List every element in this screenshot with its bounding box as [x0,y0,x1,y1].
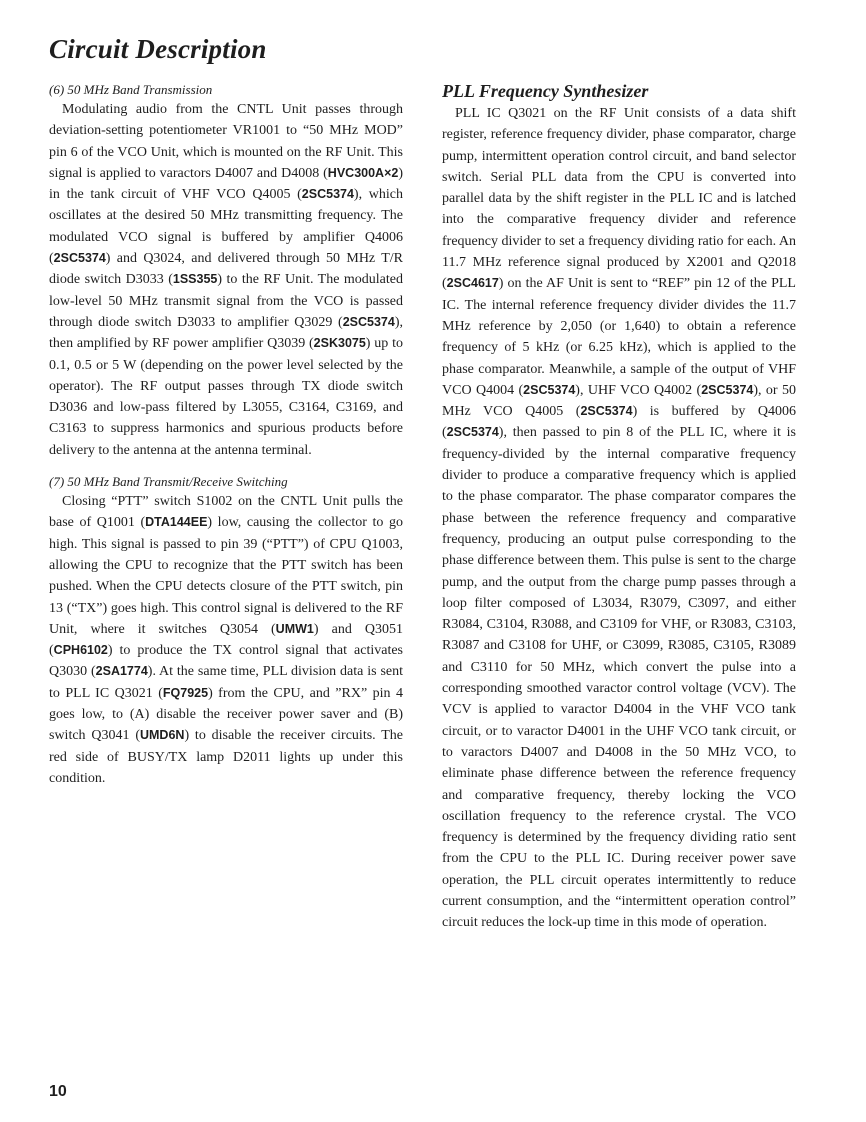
section-7-body [49,491,403,789]
text-run: ), or 50 MHz VCO Q4005 ( [442,382,796,420]
text-run: ) and Q3051 ( [49,621,403,659]
part-number: 2SC5374 [523,382,576,397]
text-run: Closing “PTT” switch S1002 on the CNTL Unit pulls the base of Q1001 ( [49,494,403,531]
right-column [442,80,796,934]
section-6-body [49,99,403,461]
part-number: HVC300A×2 [327,165,399,180]
text-run: ) up to 0.1, 0.5 or 5 W (depending on the power level selected by the operator). The RF output passes through TX diode switch D3036 and low-pass filtered by L3055, C3164, C3169, and C3163 to suppress harmonics and spurious products before delivery to the antenna at the antenna terminal. [49,336,403,458]
section-7-heading: (7) 50 MHz Band Transmit/Receive Switching [49,474,288,490]
pll-heading: PLL Frequency Synthesizer [442,81,649,101]
text-run: ) low, causing the collector to go high. This signal is passed to pin 39 (“PTT”) of CPU Q1003, allowing the CPU to recognize that the PTT switch has been pushed. When the CPU detects closure of the PTT switch, pin 13 (“TX”) goes high. This control signal is delivered to the RF Unit, where it switches Q3054 ( [49,515,404,637]
text-run: ) to disable the receiver circuits. The red side of BUSY/TX lamp D2011 lights up under this condition. [49,728,403,786]
section-6-heading: (6) 50 MHz Band Transmission [49,82,213,97]
part-number: 2SA1774 [95,664,148,679]
part-number: 2SC5374 [701,382,754,397]
left-column [49,80,403,789]
text-run: ), UHF VCO Q4002 ( [575,382,702,398]
text-run: ), then amplified by RF power amplifier Q3039 ( [49,314,403,352]
page-title: Circuit Description [49,34,267,64]
text-run: ) and Q3024, and delivered through 50 MHz T/R diode switch D3033 ( [49,251,403,288]
text-run: ), then passed to pin 8 of the PLL IC, where it is frequency-divided by the internal comparative frequency divider to produce a comparative frequency which is applied to the phase comparator. The phase comparator compares the phase between the reference frequency and comparative frequency, producing an output pulse corresponding to the phase difference between them. This pulse is sent to the charge pump, and the output from the charge pump passes through a loop filter composed of L3034, R3079, C3097, and either R3084, C3104, R3088, and C3109 for VHF, or R3083, C3103, R3087 and C3108 for UHF, or C3099, R3085, C3105, R3089 and C3110 for 50 MHz, which convert the pulse into a corresponding smoothed varactor control voltage (VCV). The VCV is applied to varactor D4004 in the VHF VCO tank circuit, or to varactor D4001 in the UHF VCO tank circuit, or to varactors D4007 and D4008 in the 50 MHz VCO, to eliminate phase difference between the reference frequency and comparative frequency, thereby locking the VCO oscillation frequency to the reference crystal. The VCO frequency is determined by the frequency dividing ratio sent from the CPU to the PLL IC. During receiver power save operation, the PLL circuit operates intermittently to reduce current consumption, and the “intermittent operation control” circuit reduces the lock-up time in this mode of operation. [442,425,796,931]
part-number: 2SC5374 [342,314,395,329]
part-number: FQ7925 [162,685,209,700]
pll-body [442,103,796,934]
text-run: PLL IC Q3021 on the RF Unit consists of a data shift register, reference frequency divider, phase comparator, charge pump, intermittent operation control circuit, and band selector switch. Serial PLL data from the CPU is converted into parallel data by the shift register in the PLL IC and is latched into the comparative frequency divider and reference frequency divider to set a frequency dividing ratio for each. An 11.7 MHz reference signal produced by X2001 and Q2018 ( [442,106,796,292]
part-number: 2SC5374 [53,251,106,266]
text-run: ) in the tank circuit of VHF VCO Q4005 ( [49,165,403,203]
part-number: 1SS355 [172,272,218,287]
text-run: Modulating audio from the CNTL Unit passes through deviation-setting potentiometer VR1001 to “50 MHz MOD” pin 6 of the VCO Unit, which is mounted on the RF Unit. This signal is applied to varactors D4007 and D4008 ( [49,102,403,181]
text-run: ) to the RF Unit. The modulated low-level 50 MHz transmit signal from the VCO is passed through diode switch D3033 to amplifier Q3029 ( [49,272,404,330]
part-number: 2SC5374 [446,425,499,440]
text-run: ), which oscillates at the desired 50 MHz transmitting frequency. The modulated VCO signal is buffered by amplifier Q4006 ( [49,187,403,267]
page-number: 10 [49,1083,67,1100]
text-run: ) from the CPU, and ”RX” pin 4 goes low, to (A) disable the receiver power saver and (B) switch Q3041 ( [49,685,403,744]
part-number: 2SC5374 [580,404,633,419]
text-run: ) to produce the TX control signal that activates Q3030 ( [49,643,403,680]
part-number: 2SC4617 [446,276,499,291]
part-number: UMD6N [139,728,185,743]
text-run: ) on the AF Unit is sent to “REF” pin 12 of the PLL IC. The internal reference frequency divider divides the 11.7 MHz reference by 2,050 (or 1,640) to obtain a reference frequency of 5 kHz (or 6.25 kHz), which is applied to the phase comparator. Meanwhile, a sample of the output of VHF VCO Q4004 ( [442,276,796,398]
text-run: ) is buffered by Q4006 ( [442,404,796,441]
text-run: ). At the same time, PLL division data is sent to PLL IC Q3021 ( [49,664,403,701]
part-number: UMW1 [275,621,314,636]
part-number: DTA144EE [145,515,208,530]
part-number: 2SK3075 [313,336,366,351]
part-number: 2SC5374 [301,187,354,202]
part-number: CPH6102 [53,643,108,658]
